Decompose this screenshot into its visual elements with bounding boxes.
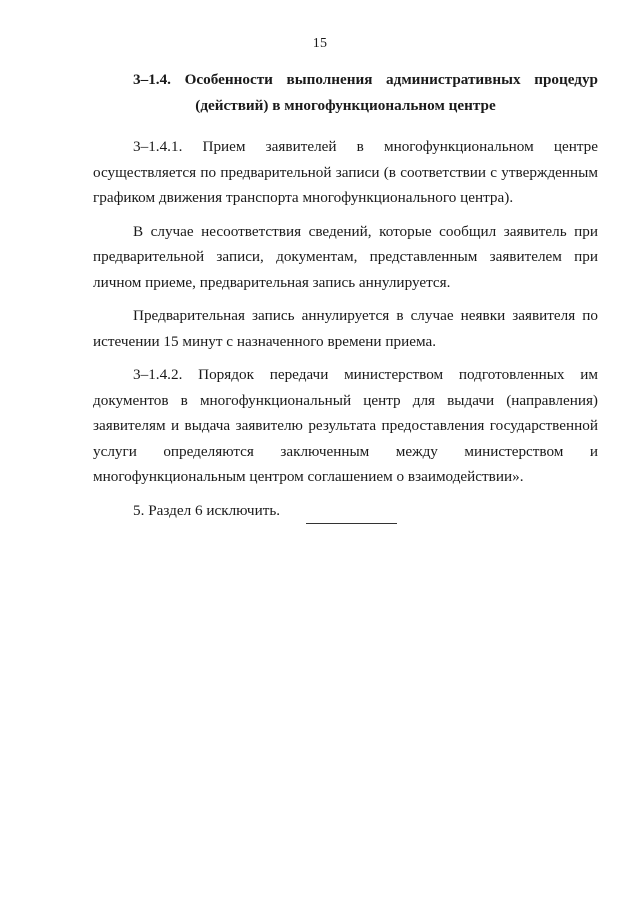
paragraph-no-show-cancellation: Предварительная запись аннулируется в случае неявки заявителя по истечении 15 минут с назначенного времени приема.: [93, 307, 598, 350]
page-number: 15: [312, 36, 328, 51]
closing-divider-line: [306, 523, 397, 524]
paragraph-section-6-removal: 5. Раздел 6 исключить.: [133, 501, 281, 519]
document-body: [93, 67, 598, 531]
paragraph-mismatch-cancellation: В случае несоответствия сведений, которые сообщил заявитель при предварительной записи, документам, представленным заявителем при личном приеме, предварительная запись аннулируется.: [93, 222, 598, 291]
paragraph-reception-by-appointment: 3–1.4.1. Прием заявителей в многофункциональном центре осуществляется по предварительной записи (в соответствии с утвержденным графиком движения транспорта многофункционального центра).: [93, 138, 598, 206]
paragraph-document-transfer-procedure: 3–1.4.2. Порядок передачи министерством подготовленных им документов в многофункциональный центр для выдачи (направления) заявителям и выдача заявителю результата предоставления государственной услуги определяются заключенным между министерством и многофункциональным центром соглашением о взаимодействии».: [93, 366, 598, 485]
section-heading: 3–1.4. Особенности выполнения административных процедур (действий) в многофункциональном центре: [133, 71, 598, 114]
